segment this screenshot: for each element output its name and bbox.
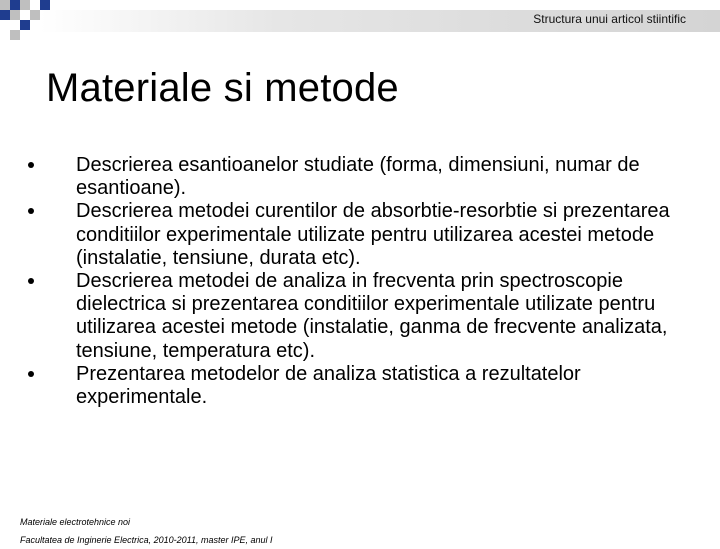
bullet-text: Descrierea metodei de analiza in frecventa prin spectroscopie dielectrica si prezentarea conditiilor experimentale utilizate pentru utilizarea acestei metode (instalatie, ganma de frecvente analizata, tensiune, temperatura etc). — [76, 270, 668, 362]
corner-square — [10, 10, 20, 20]
bullet-dot-icon — [28, 371, 34, 377]
bullet-item — [26, 270, 706, 363]
bullet-item — [26, 154, 706, 200]
bullet-item — [26, 200, 706, 270]
bullet-text: Prezentarea metodelor de analiza statistica a rezultatelor experimentale. — [76, 362, 581, 409]
bullet-dot-icon — [28, 162, 34, 168]
bullet-text: Descrierea esantioanelor studiate (forma, dimensiuni, numar de esantioane). — [76, 154, 640, 200]
bullet-dot-icon — [28, 278, 34, 284]
corner-square — [10, 0, 20, 10]
footer-faculty: Facultatea de Inginerie Electrica, 2010-2011, master IPE, anul I — [20, 535, 273, 545]
corner-square — [0, 10, 10, 20]
bullet-item — [26, 363, 706, 409]
corner-square — [20, 0, 30, 10]
corner-square — [10, 30, 20, 40]
slide-title: Materiale si metode — [46, 66, 399, 110]
corner-square — [30, 10, 40, 20]
header-title: Structura unui articol stiintific — [533, 12, 686, 26]
corner-square — [20, 20, 30, 30]
bullet-dot-icon — [28, 208, 34, 214]
footer-course: Materiale electrotehnice noi — [20, 517, 131, 527]
bullet-list — [26, 154, 706, 409]
corner-square — [40, 0, 50, 10]
bullet-text: Descrierea metodei curentilor de absorbtie-resorbtie si prezentarea conditiilor experimentale utilizate pentru utilizarea acestei metode (instalatie, tensiune, durata etc). — [76, 200, 670, 269]
footer — [20, 513, 272, 549]
corner-square — [0, 0, 10, 10]
